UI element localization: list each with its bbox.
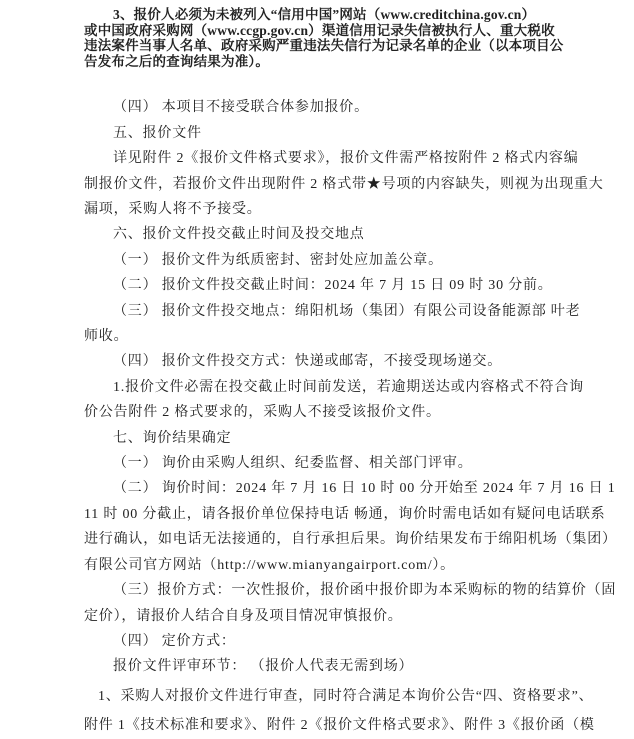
- clause-6-4-note-line-2: 价公告附件 2 格式要求的，采购人不接受该报价文件。: [84, 405, 441, 421]
- para-credit-china-line-3: 违法案件当事人名单、政府采购严重违法失信行为记录名单的企业（以本项目公: [84, 38, 564, 54]
- clause-6-1-sealing: （一） 报价文件为纸质密封、密封处应加盖公章。: [113, 252, 443, 268]
- clause-7-2-time-line-1: （二） 询价时间：2024 年 7 月 16 日 10 时 00 分开始至 2024 年 7 月 16 日 1: [113, 481, 616, 497]
- section-5-body-line-1: 详见附件 2《报价文件格式要求》，报价文件需严格按附件 2 格式内容编: [113, 151, 579, 167]
- section-7-heading: 七、询价结果确定: [113, 430, 232, 446]
- clause-6-4-delivery-method: （四） 报价文件投交方式：快递或邮寄，不接受现场递交。: [113, 354, 503, 370]
- review-step-note: 报价文件评审环节： （报价人代表无需到场）: [113, 659, 414, 675]
- section-5-body-line-2: 制报价文件，若报价文件出现附件 2 格式带★号项的内容缺失，则视为出现重大: [84, 176, 604, 192]
- para-credit-china: [84, 7, 634, 69]
- clause-6-2-deadline: （二） 报价文件投交截止时间：2024 年 7 月 15 日 09 时 30 分前。: [113, 278, 553, 294]
- section-6-heading: 六、报价文件投交截止时间及投交地点: [113, 227, 365, 243]
- clause-7-2-time-line-2: 11 时 00 分截止，请各报价单位保持电话 畅通，询价时需电话如有疑问电话联系: [84, 506, 606, 522]
- para-credit-china-line-1: 3、报价人必须为未被列入“信用中国”网站（www.creditchina.gov.cn）: [113, 7, 536, 22]
- clause-7-4-pricing-method: （四） 定价方式：: [113, 633, 236, 649]
- review-rule-1-line-1: 1、采购人对报价文件进行审查，同时符合满足本询价公告“四、资格要求”、: [98, 688, 594, 704]
- clause-7-1-review: （一） 询价由采购人组织、纪委监督、相关部门评审。: [113, 456, 473, 472]
- section-5-heading: 五、报价文件: [113, 125, 202, 141]
- clause-6-3-address-line-1: （三） 报价文件投交地点：绵阳机场（集团）有限公司设备能源部 叶老: [113, 303, 581, 319]
- review-rule-1-line-2: 附件 1《技术标准和要求》、附件 2《报价文件格式要求》、附件 3《报价函（模: [84, 718, 595, 734]
- clause-7-3-pricing-line-1: （三）报价方式：一次性报价，报价函中报价即为本采购标的物的结算价（固: [113, 583, 617, 599]
- para-credit-china-line-4: 告发布之后的查询结果为准）。: [84, 53, 270, 69]
- clause-7-2-time-line-3: 进行确认，如电话无法接通的，自行承担后果。询价结果发布于绵阳机场（集团）: [84, 532, 617, 548]
- section-5-body-line-3: 漏项，采购人将不予接受。: [84, 202, 262, 217]
- para-credit-china-line-2: 或中国政府采购网（www.ccgp.gov.cn）渠道信用记录失信被执行人、重大税收: [84, 22, 555, 38]
- clause-no-consortium: （四） 本项目不接受联合体参加报价。: [113, 100, 369, 116]
- clause-7-2-time-line-4: 有限公司官方网站（http://www.mianyangairport.com/）。: [84, 557, 455, 573]
- clause-7-3-pricing-line-2: 定价），请报价人结合自身及项目情况审慎报价。: [84, 608, 403, 624]
- clause-6-3-address-line-2: 师收。: [84, 329, 129, 345]
- document-body: [84, 95, 634, 738]
- clause-6-4-note-line-1: 1.报价文件必需在投交截止时间前发送，若逾期送达或内容格式不符合询: [113, 379, 584, 395]
